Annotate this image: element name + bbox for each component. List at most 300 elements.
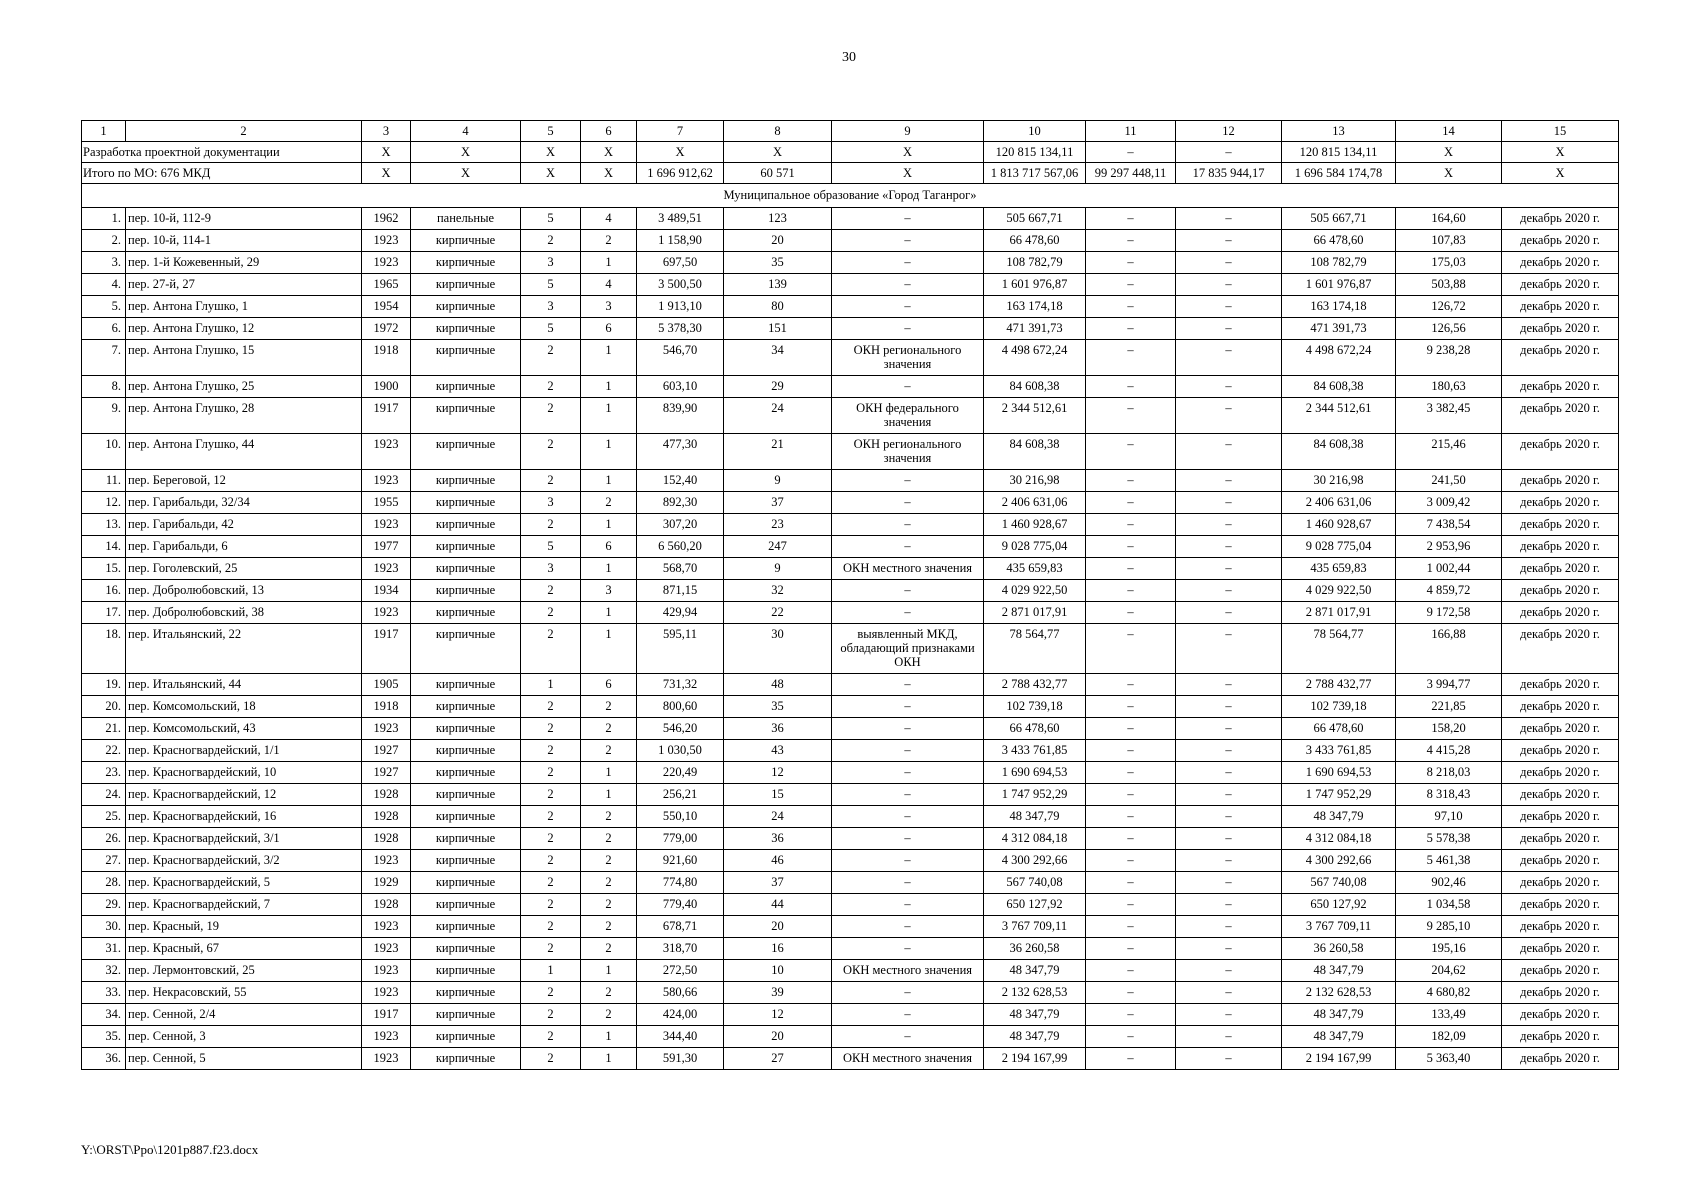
heritage-status-cell: –	[832, 470, 984, 492]
year-cell: 1923	[362, 470, 411, 492]
deadline-cell: декабрь 2020 г.	[1502, 208, 1619, 230]
floors-cell: 5	[521, 536, 581, 558]
residents-cell: 15	[724, 784, 832, 806]
residents-cell: 36	[724, 828, 832, 850]
cost-per-m2-cell: 4 680,82	[1396, 982, 1502, 1004]
entrances-cell: 4	[581, 208, 637, 230]
table-row	[82, 602, 1619, 624]
col11-cell: –	[1086, 296, 1176, 318]
residents-cell: 247	[724, 536, 832, 558]
floors-cell: 5	[521, 208, 581, 230]
total-cost-cell: 2 132 628,53	[984, 982, 1086, 1004]
summary-cell: 1 813 717 567,06	[984, 163, 1086, 184]
entrances-cell: 2	[581, 492, 637, 514]
residents-cell: 139	[724, 274, 832, 296]
residents-cell: 80	[724, 296, 832, 318]
col12-cell: –	[1176, 376, 1282, 398]
summary-cell: 60 571	[724, 163, 832, 184]
year-cell: 1927	[362, 740, 411, 762]
year-cell: 1917	[362, 398, 411, 434]
cost-per-m2-cell: 1 002,44	[1396, 558, 1502, 580]
total-cost-cell: 650 127,92	[984, 894, 1086, 916]
col13-cell: 48 347,79	[1282, 1026, 1396, 1048]
deadline-cell: декабрь 2020 г.	[1502, 894, 1619, 916]
table-row	[82, 376, 1619, 398]
total-cost-cell: 2 406 631,06	[984, 492, 1086, 514]
entrances-cell: 1	[581, 398, 637, 434]
table-row	[82, 296, 1619, 318]
summary-cell: X	[411, 163, 521, 184]
deadline-cell: декабрь 2020 г.	[1502, 536, 1619, 558]
col11-cell: –	[1086, 938, 1176, 960]
area-cell: 1 913,10	[637, 296, 724, 318]
col11-cell: –	[1086, 718, 1176, 740]
data-table	[81, 120, 1619, 1070]
floors-cell: 3	[521, 492, 581, 514]
floors-cell: 2	[521, 938, 581, 960]
table-row	[82, 492, 1619, 514]
row-number: 4.	[82, 274, 126, 296]
col12-cell: –	[1176, 470, 1282, 492]
deadline-cell: декабрь 2020 г.	[1502, 718, 1619, 740]
year-cell: 1900	[362, 376, 411, 398]
year-cell: 1962	[362, 208, 411, 230]
table-row	[82, 318, 1619, 340]
area-cell: 568,70	[637, 558, 724, 580]
column-number-cell: 4	[411, 121, 521, 142]
year-cell: 1917	[362, 1004, 411, 1026]
year-cell: 1923	[362, 960, 411, 982]
year-cell: 1954	[362, 296, 411, 318]
heritage-status-cell: –	[832, 318, 984, 340]
area-cell: 318,70	[637, 938, 724, 960]
heritage-status-cell: –	[832, 916, 984, 938]
deadline-cell: декабрь 2020 г.	[1502, 960, 1619, 982]
year-cell: 1923	[362, 514, 411, 536]
row-number: 16.	[82, 580, 126, 602]
table-row	[82, 1004, 1619, 1026]
table-row	[82, 514, 1619, 536]
col13-cell: 48 347,79	[1282, 806, 1396, 828]
column-number-cell: 11	[1086, 121, 1176, 142]
summary-cell: 120 815 134,11	[984, 142, 1086, 163]
year-cell: 1928	[362, 828, 411, 850]
heritage-status-cell: ОКН регионального значения	[832, 434, 984, 470]
row-number: 5.	[82, 296, 126, 318]
year-cell: 1955	[362, 492, 411, 514]
cost-per-m2-cell: 5 578,38	[1396, 828, 1502, 850]
floors-cell: 3	[521, 252, 581, 274]
floors-cell: 2	[521, 982, 581, 1004]
residents-cell: 10	[724, 960, 832, 982]
entrances-cell: 1	[581, 470, 637, 492]
deadline-cell: декабрь 2020 г.	[1502, 674, 1619, 696]
heritage-status-cell: –	[832, 828, 984, 850]
col13-cell: 4 312 084,18	[1282, 828, 1396, 850]
col12-cell: –	[1176, 252, 1282, 274]
col11-cell: –	[1086, 762, 1176, 784]
total-cost-cell: 4 498 672,24	[984, 340, 1086, 376]
summary-cell: 1 696 584 174,78	[1282, 163, 1396, 184]
total-cost-cell: 2 194 167,99	[984, 1048, 1086, 1070]
heritage-status-cell: –	[832, 762, 984, 784]
area-cell: 839,90	[637, 398, 724, 434]
floors-cell: 1	[521, 674, 581, 696]
residents-cell: 39	[724, 982, 832, 1004]
col13-cell: 48 347,79	[1282, 960, 1396, 982]
column-number-cell: 6	[581, 121, 637, 142]
summary-cell: X	[637, 142, 724, 163]
summary-cell: X	[1396, 163, 1502, 184]
total-cost-cell: 66 478,60	[984, 718, 1086, 740]
material-cell: кирпичные	[411, 872, 521, 894]
row-number: 19.	[82, 674, 126, 696]
area-cell: 603,10	[637, 376, 724, 398]
heritage-status-cell: ОКН местного значения	[832, 558, 984, 580]
deadline-cell: декабрь 2020 г.	[1502, 376, 1619, 398]
col12-cell: –	[1176, 806, 1282, 828]
deadline-cell: декабрь 2020 г.	[1502, 434, 1619, 470]
entrances-cell: 2	[581, 718, 637, 740]
cost-per-m2-cell: 166,88	[1396, 624, 1502, 674]
year-cell: 1929	[362, 872, 411, 894]
column-number-cell: 15	[1502, 121, 1619, 142]
col11-cell: –	[1086, 916, 1176, 938]
total-cost-cell: 66 478,60	[984, 230, 1086, 252]
entrances-cell: 1	[581, 434, 637, 470]
year-cell: 1923	[362, 602, 411, 624]
table-row	[82, 784, 1619, 806]
material-cell: кирпичные	[411, 558, 521, 580]
residents-cell: 23	[724, 514, 832, 536]
floors-cell: 2	[521, 376, 581, 398]
heritage-status-cell: –	[832, 230, 984, 252]
floors-cell: 2	[521, 514, 581, 536]
col13-cell: 2 344 512,61	[1282, 398, 1396, 434]
table-body	[82, 121, 1619, 1070]
summary-cell: –	[1176, 142, 1282, 163]
col12-cell: –	[1176, 580, 1282, 602]
entrances-cell: 1	[581, 514, 637, 536]
floors-cell: 2	[521, 398, 581, 434]
deadline-cell: декабрь 2020 г.	[1502, 274, 1619, 296]
column-number-row	[82, 121, 1619, 142]
row-number: 2.	[82, 230, 126, 252]
heritage-status-cell: –	[832, 536, 984, 558]
entrances-cell: 1	[581, 960, 637, 982]
entrances-cell: 6	[581, 536, 637, 558]
summary-label: Итого по МО: 676 МКД	[82, 163, 362, 184]
address-cell: пер. Итальянский, 22	[126, 624, 362, 674]
material-cell: кирпичные	[411, 806, 521, 828]
table-row	[82, 558, 1619, 580]
summary-cell: X	[832, 142, 984, 163]
address-cell: пер. Сенной, 3	[126, 1026, 362, 1048]
col13-cell: 4 300 292,66	[1282, 850, 1396, 872]
area-cell: 220,49	[637, 762, 724, 784]
summary-cell: X	[581, 142, 637, 163]
area-cell: 595,11	[637, 624, 724, 674]
cost-per-m2-cell: 204,62	[1396, 960, 1502, 982]
row-number: 3.	[82, 252, 126, 274]
cost-per-m2-cell: 7 438,54	[1396, 514, 1502, 536]
heritage-status-cell: ОКН федерального значения	[832, 398, 984, 434]
deadline-cell: декабрь 2020 г.	[1502, 340, 1619, 376]
year-cell: 1928	[362, 784, 411, 806]
col11-cell: –	[1086, 784, 1176, 806]
cost-per-m2-cell: 9 238,28	[1396, 340, 1502, 376]
heritage-status-cell: –	[832, 784, 984, 806]
column-number-cell: 8	[724, 121, 832, 142]
floors-cell: 2	[521, 696, 581, 718]
col11-cell: –	[1086, 434, 1176, 470]
cost-per-m2-cell: 9 285,10	[1396, 916, 1502, 938]
address-cell: пер. Комсомольский, 43	[126, 718, 362, 740]
residents-cell: 37	[724, 872, 832, 894]
year-cell: 1977	[362, 536, 411, 558]
floors-cell: 2	[521, 806, 581, 828]
residents-cell: 34	[724, 340, 832, 376]
residents-cell: 37	[724, 492, 832, 514]
col13-cell: 48 347,79	[1282, 1004, 1396, 1026]
row-number: 21.	[82, 718, 126, 740]
entrances-cell: 2	[581, 828, 637, 850]
residents-cell: 123	[724, 208, 832, 230]
deadline-cell: декабрь 2020 г.	[1502, 296, 1619, 318]
col12-cell: –	[1176, 916, 1282, 938]
col12-cell: –	[1176, 340, 1282, 376]
floors-cell: 2	[521, 740, 581, 762]
col11-cell: –	[1086, 558, 1176, 580]
entrances-cell: 2	[581, 806, 637, 828]
address-cell: пер. Антона Глушко, 1	[126, 296, 362, 318]
col12-cell: –	[1176, 740, 1282, 762]
row-number: 30.	[82, 916, 126, 938]
col11-cell: –	[1086, 960, 1176, 982]
row-number: 33.	[82, 982, 126, 1004]
material-cell: кирпичные	[411, 938, 521, 960]
floors-cell: 2	[521, 916, 581, 938]
row-number: 14.	[82, 536, 126, 558]
floors-cell: 2	[521, 624, 581, 674]
year-cell: 1923	[362, 850, 411, 872]
summary-cell: 120 815 134,11	[1282, 142, 1396, 163]
summary-cell: X	[832, 163, 984, 184]
address-cell: пер. 10-й, 112-9	[126, 208, 362, 230]
year-cell: 1965	[362, 274, 411, 296]
cost-per-m2-cell: 5 461,38	[1396, 850, 1502, 872]
heritage-status-cell: –	[832, 1026, 984, 1048]
area-cell: 779,40	[637, 894, 724, 916]
table-row	[82, 1048, 1619, 1070]
col13-cell: 2 132 628,53	[1282, 982, 1396, 1004]
col13-cell: 650 127,92	[1282, 894, 1396, 916]
deadline-cell: декабрь 2020 г.	[1502, 1026, 1619, 1048]
entrances-cell: 2	[581, 916, 637, 938]
year-cell: 1923	[362, 982, 411, 1004]
floors-cell: 2	[521, 828, 581, 850]
col11-cell: –	[1086, 828, 1176, 850]
residents-cell: 35	[724, 696, 832, 718]
residents-cell: 9	[724, 558, 832, 580]
deadline-cell: декабрь 2020 г.	[1502, 806, 1619, 828]
floors-cell: 2	[521, 434, 581, 470]
area-cell: 550,10	[637, 806, 724, 828]
summary-row-design	[82, 142, 1619, 163]
material-cell: кирпичные	[411, 230, 521, 252]
material-cell: кирпичные	[411, 252, 521, 274]
col13-cell: 1 747 952,29	[1282, 784, 1396, 806]
deadline-cell: декабрь 2020 г.	[1502, 982, 1619, 1004]
residents-cell: 30	[724, 624, 832, 674]
table-row	[82, 208, 1619, 230]
address-cell: пер. Некрасовский, 55	[126, 982, 362, 1004]
cost-per-m2-cell: 133,49	[1396, 1004, 1502, 1026]
floors-cell: 5	[521, 318, 581, 340]
entrances-cell: 6	[581, 318, 637, 340]
residents-cell: 43	[724, 740, 832, 762]
area-cell: 152,40	[637, 470, 724, 492]
residents-cell: 46	[724, 850, 832, 872]
address-cell: пер. Береговой, 12	[126, 470, 362, 492]
row-number: 12.	[82, 492, 126, 514]
deadline-cell: декабрь 2020 г.	[1502, 318, 1619, 340]
entrances-cell: 1	[581, 624, 637, 674]
col11-cell: –	[1086, 602, 1176, 624]
year-cell: 1923	[362, 718, 411, 740]
material-cell: кирпичные	[411, 376, 521, 398]
floors-cell: 2	[521, 580, 581, 602]
heritage-status-cell: выявленный МКД, обладающий признаками ОКН	[832, 624, 984, 674]
address-cell: пер. Сенной, 5	[126, 1048, 362, 1070]
area-cell: 546,20	[637, 718, 724, 740]
cost-per-m2-cell: 3 382,45	[1396, 398, 1502, 434]
entrances-cell: 3	[581, 580, 637, 602]
col13-cell: 30 216,98	[1282, 470, 1396, 492]
table-row	[82, 398, 1619, 434]
total-cost-cell: 102 739,18	[984, 696, 1086, 718]
table-row	[82, 850, 1619, 872]
col12-cell: –	[1176, 1048, 1282, 1070]
cost-per-m2-cell: 3 994,77	[1396, 674, 1502, 696]
floors-cell: 3	[521, 558, 581, 580]
table-row	[82, 434, 1619, 470]
address-cell: пер. Гарибальди, 42	[126, 514, 362, 536]
address-cell: пер. Комсомольский, 18	[126, 696, 362, 718]
total-cost-cell: 2 344 512,61	[984, 398, 1086, 434]
entrances-cell: 2	[581, 872, 637, 894]
residents-cell: 27	[724, 1048, 832, 1070]
row-number: 31.	[82, 938, 126, 960]
col13-cell: 435 659,83	[1282, 558, 1396, 580]
row-number: 17.	[82, 602, 126, 624]
table-row	[82, 696, 1619, 718]
heritage-status-cell: –	[832, 208, 984, 230]
deadline-cell: декабрь 2020 г.	[1502, 470, 1619, 492]
heritage-status-cell: –	[832, 982, 984, 1004]
cost-per-m2-cell: 4 859,72	[1396, 580, 1502, 602]
heritage-status-cell: ОКН регионального значения	[832, 340, 984, 376]
area-cell: 272,50	[637, 960, 724, 982]
row-number: 26.	[82, 828, 126, 850]
address-cell: пер. Красногвардейский, 16	[126, 806, 362, 828]
material-cell: кирпичные	[411, 434, 521, 470]
col12-cell: –	[1176, 696, 1282, 718]
col13-cell: 2 406 631,06	[1282, 492, 1396, 514]
deadline-cell: декабрь 2020 г.	[1502, 252, 1619, 274]
material-cell: панельные	[411, 208, 521, 230]
column-number-cell: 12	[1176, 121, 1282, 142]
col13-cell: 2 788 432,77	[1282, 674, 1396, 696]
summary-cell: X	[1396, 142, 1502, 163]
residents-cell: 21	[724, 434, 832, 470]
table-row	[82, 470, 1619, 492]
area-cell: 731,32	[637, 674, 724, 696]
heritage-status-cell: –	[832, 492, 984, 514]
residents-cell: 24	[724, 806, 832, 828]
address-cell: пер. Лермонтовский, 25	[126, 960, 362, 982]
floors-cell: 2	[521, 850, 581, 872]
row-number: 36.	[82, 1048, 126, 1070]
cost-per-m2-cell: 1 034,58	[1396, 894, 1502, 916]
residents-cell: 20	[724, 230, 832, 252]
deadline-cell: декабрь 2020 г.	[1502, 230, 1619, 252]
col11-cell: –	[1086, 398, 1176, 434]
col13-cell: 1 690 694,53	[1282, 762, 1396, 784]
col11-cell: –	[1086, 806, 1176, 828]
col11-cell: –	[1086, 1048, 1176, 1070]
residents-cell: 16	[724, 938, 832, 960]
heritage-status-cell: –	[832, 376, 984, 398]
cost-per-m2-cell: 97,10	[1396, 806, 1502, 828]
row-number: 24.	[82, 784, 126, 806]
residents-cell: 12	[724, 1004, 832, 1026]
total-cost-cell: 48 347,79	[984, 960, 1086, 982]
material-cell: кирпичные	[411, 624, 521, 674]
table-row	[82, 982, 1619, 1004]
col11-cell: –	[1086, 872, 1176, 894]
summary-cell: X	[411, 142, 521, 163]
column-number-cell: 7	[637, 121, 724, 142]
material-cell: кирпичные	[411, 740, 521, 762]
total-cost-cell: 1 690 694,53	[984, 762, 1086, 784]
footer-file-path: Y:\ORST\Ppo\1201p887.f23.docx	[81, 1142, 259, 1157]
heritage-status-cell: –	[832, 718, 984, 740]
material-cell: кирпичные	[411, 536, 521, 558]
entrances-cell: 2	[581, 850, 637, 872]
total-cost-cell: 567 740,08	[984, 872, 1086, 894]
cost-per-m2-cell: 902,46	[1396, 872, 1502, 894]
material-cell: кирпичные	[411, 514, 521, 536]
floors-cell: 2	[521, 1004, 581, 1026]
entrances-cell: 2	[581, 696, 637, 718]
heritage-status-cell: –	[832, 1004, 984, 1026]
address-cell: пер. Гоголевский, 25	[126, 558, 362, 580]
summary-cell: 17 835 944,17	[1176, 163, 1282, 184]
cost-per-m2-cell: 221,85	[1396, 696, 1502, 718]
deadline-cell: декабрь 2020 г.	[1502, 828, 1619, 850]
summary-cell: X	[521, 163, 581, 184]
deadline-cell: декабрь 2020 г.	[1502, 602, 1619, 624]
material-cell: кирпичные	[411, 296, 521, 318]
col12-cell: –	[1176, 230, 1282, 252]
heritage-status-cell: –	[832, 252, 984, 274]
material-cell: кирпичные	[411, 894, 521, 916]
area-cell: 6 560,20	[637, 536, 724, 558]
floors-cell: 2	[521, 762, 581, 784]
col13-cell: 66 478,60	[1282, 718, 1396, 740]
row-number: 29.	[82, 894, 126, 916]
